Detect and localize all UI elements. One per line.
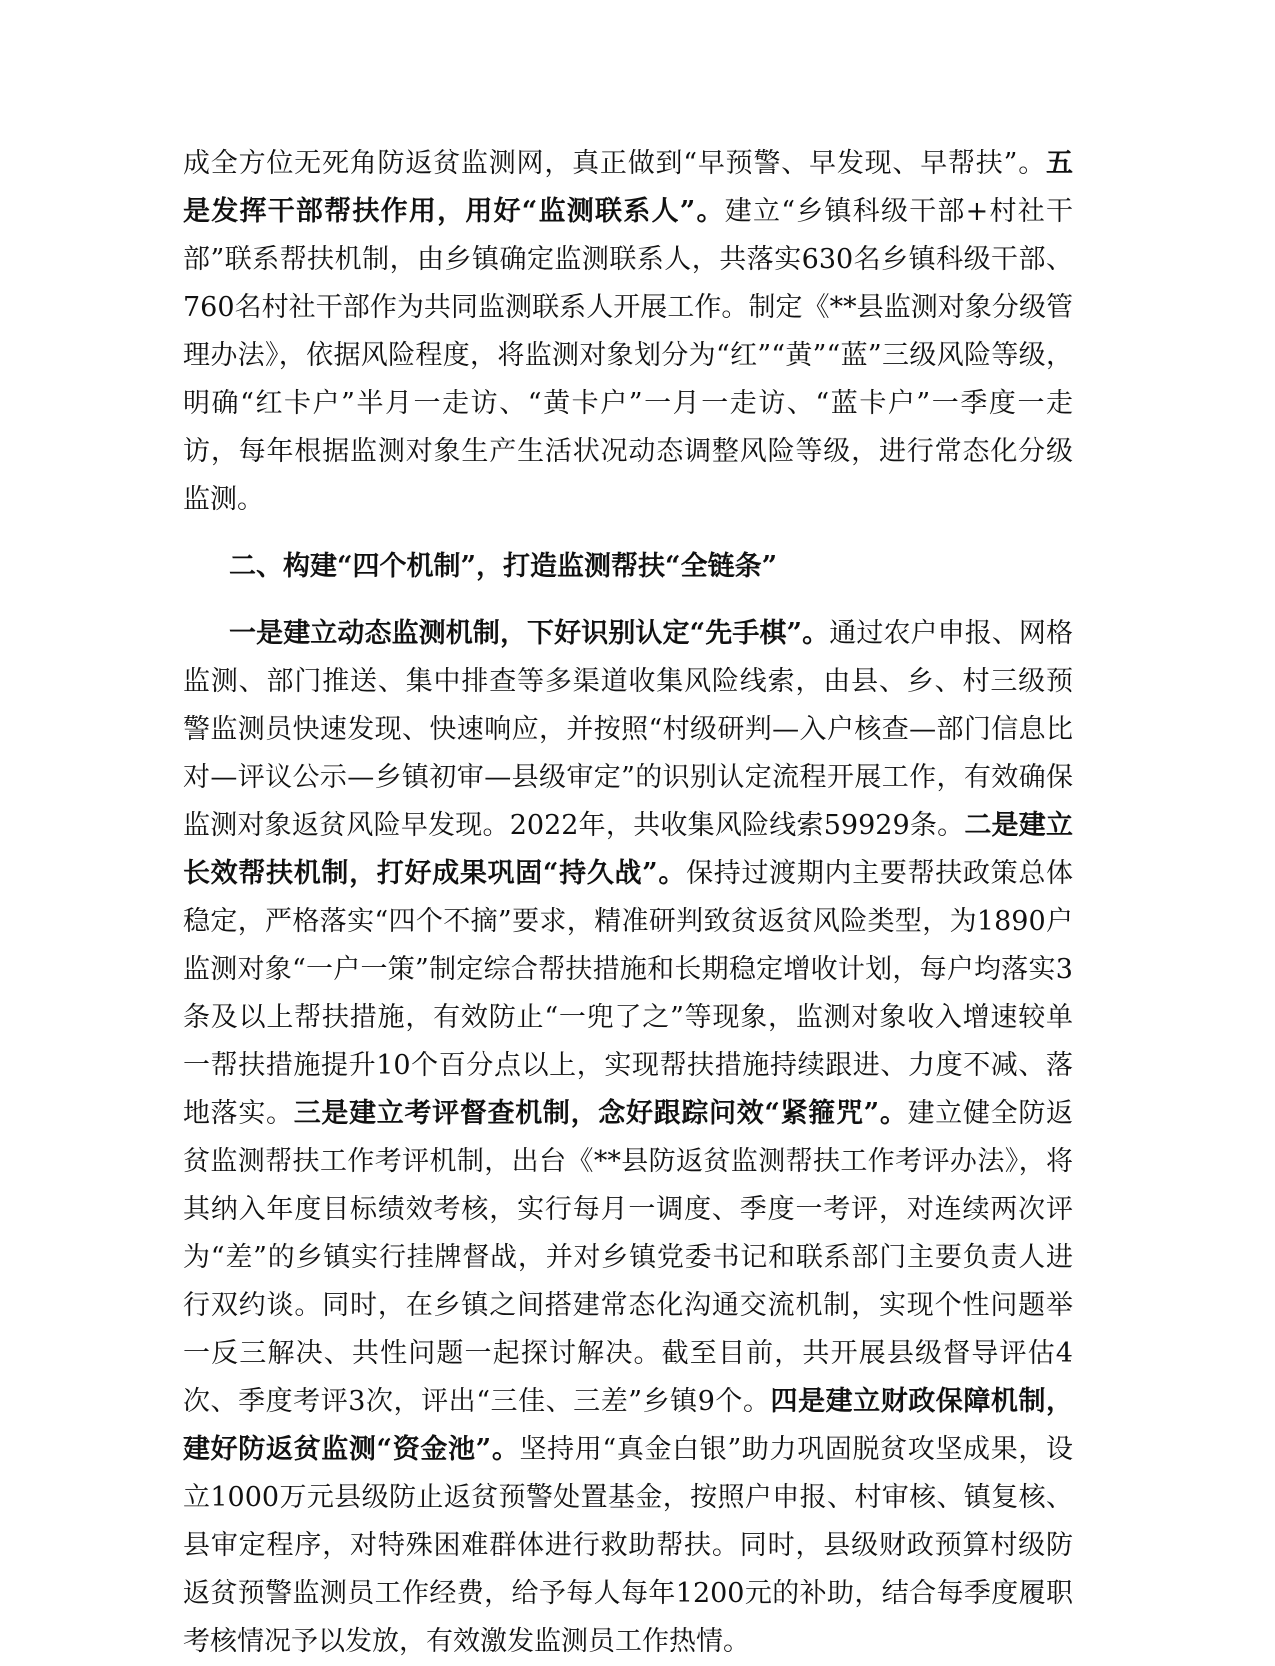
- paragraph-four-mechanisms: [183, 610, 1073, 1666]
- mechanism-three-title: 三是建立考评督查机制，念好跟踪问效“紧箍咒”。: [293, 1098, 908, 1129]
- section-heading-two: 二、构建“四个机制”，打造监测帮扶“全链条”: [229, 551, 778, 582]
- mechanism-two-text: 保持过渡期内主要帮扶政策总体稳定，严格落实“四个不摘”要求，精准研判致贫返贫风险类型，为1890户监测对象“一户一策”制定综合帮扶措施和长期稳定增收计划，每户均落实3条及以上帮扶措施，有效防止“一兜了之”等现象，监测对象收入增速较单一帮扶措施提升10个百分点以上，实现帮扶措施持续跟进、力度不减、落地落实。: [183, 858, 1074, 1129]
- paragraph1-text-a: 成全方位无死角防返贫监测网，真正做到“早预警、早发现、早帮扶”。: [183, 148, 1046, 179]
- paragraph-monitoring-network: [183, 140, 1073, 524]
- mechanism-one-text: 通过农户申报、网格监测、部门推送、集中排查等多渠道收集风险线索，由县、乡、村三级预警监测员快速发现、快速响应，并按照“村级研判—入户核查—部门信息比对—评议公示—乡镇初审—县级审定”的识别认定流程开展工作，有效确保监测对象返贫风险早发现。2022年，共收集风险线索59929条。: [183, 618, 1074, 841]
- mechanism-four-title: 四是建立财政保障机制，建好防返贫监测“资金池”。: [183, 1386, 1073, 1465]
- paragraph1-text-c: 建立“乡镇科级干部+村社干部”联系帮扶机制，由乡镇确定监测联系人，共落实630名乡镇科级干部、760名村社干部作为共同监测联系人开展工作。制定《**县监测对象分级管理办法》，依据风险程度，将监测对象划分为“红”“黄”“蓝”三级风险等级，明确“红卡户”半月一走访、“黄卡户”一月一走访、“蓝卡户”一季度一走访，每年根据监测对象生产生活状况动态调整风险等级，进行常态化分级监测。: [183, 196, 1073, 515]
- mechanism-two-title: 二是建立长效帮扶机制，打好成果巩固“持久战”。: [183, 810, 1073, 889]
- document-body: [183, 140, 1073, 1666]
- mechanism-one-title: 一是建立动态监测机制，下好识别认定“先手棋”。: [229, 618, 830, 649]
- paragraph1-bold-point-five: 五是发挥干部帮扶作用，用好“监测联系人”。: [183, 148, 1073, 227]
- mechanism-four-text: 坚持用“真金白银”助力巩固脱贫攻坚成果，设立1000万元县级防止返贫预警处置基金，按照户申报、村审核、镇复核、县审定程序，对特殊困难群体进行救助帮扶。同时，县级财政预算村级防返贫预警监测员工作经费，给予每人每年1200元的补助，结合每季度履职考核情况予以发放，有效激发监测员工作热情。: [183, 1434, 1074, 1657]
- mechanism-three-text: 建立健全防返贫监测帮扶工作考评机制，出台《**县防返贫监测帮扶工作考评办法》，将其纳入年度目标绩效考核，实行每月一调度、季度一考评，对连续两次评为“差”的乡镇实行挂牌督战，并对乡镇党委书记和联系部门主要负责人进行双约谈。同时，在乡镇之间搭建常态化沟通交流机制，实现个性问题举一反三解决、共性问题一起探讨解决。截至目前，共开展县级督导评估4次、季度考评3次，评出“三佳、三差”乡镇9个。: [183, 1098, 1074, 1417]
